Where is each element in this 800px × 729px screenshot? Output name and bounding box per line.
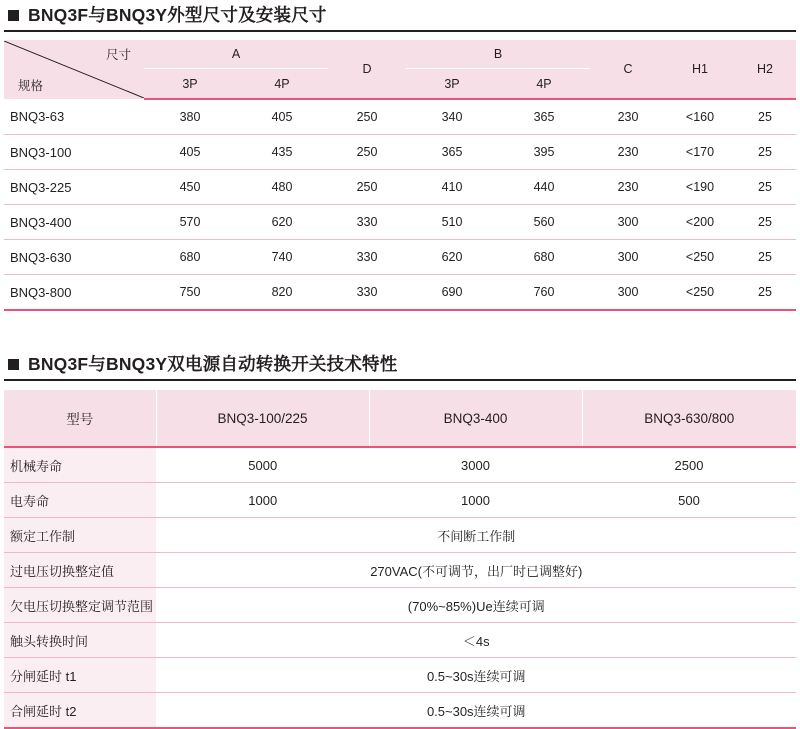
cell-value-span: 不间断工作制: [156, 518, 796, 553]
cell-b-4p: 395: [498, 135, 590, 170]
dimensions-heading-text: BNQ3F与BNQ3Y外型尺寸及安装尺寸: [28, 5, 327, 25]
cell-h1: <190: [666, 170, 734, 205]
square-bullet-icon: [8, 10, 19, 21]
row-label: 欠电压切换整定调节范围: [4, 588, 156, 623]
cell-d: 250: [328, 99, 406, 135]
cell-value-1: 1000: [156, 483, 369, 518]
row-model: BNQ3-63: [4, 99, 144, 135]
table-row: [4, 135, 796, 170]
cell-c: 300: [590, 275, 666, 311]
header-a-4p: 4P: [236, 69, 328, 100]
dimensions-table: [4, 40, 796, 311]
technical-characteristics-table: [4, 390, 796, 729]
cell-h1: <160: [666, 99, 734, 135]
header-bnq3-400: BNQ3-400: [369, 390, 582, 447]
cell-a-4p: 620: [236, 205, 328, 240]
cell-value-1: 5000: [156, 447, 369, 483]
cell-d: 330: [328, 240, 406, 275]
cell-d: 250: [328, 135, 406, 170]
cell-value-span: (70%~85%)Ue连续可调: [156, 588, 796, 623]
cell-h1: <250: [666, 240, 734, 275]
cell-h2: 25: [734, 275, 796, 311]
table-row: [4, 658, 796, 693]
technical-header-row: [4, 390, 796, 447]
cell-b-4p: 760: [498, 275, 590, 311]
table-row: [4, 205, 796, 240]
cell-b-3p: 510: [406, 205, 498, 240]
row-label: 电寿命: [4, 483, 156, 518]
cell-value-2: 3000: [369, 447, 582, 483]
row-model: BNQ3-800: [4, 275, 144, 311]
cell-a-4p: 405: [236, 99, 328, 135]
cell-c: 230: [590, 135, 666, 170]
cell-a-4p: 740: [236, 240, 328, 275]
row-label: 机械寿命: [4, 447, 156, 483]
table-row: [4, 693, 796, 729]
corner-label-size: 尺寸: [105, 48, 131, 62]
square-bullet-icon: [8, 359, 19, 370]
table-row: [4, 518, 796, 553]
header-bnq3-100-225: BNQ3-100/225: [156, 390, 369, 447]
row-label: 过电压切换整定值: [4, 553, 156, 588]
table-row: [4, 170, 796, 205]
cell-b-4p: 560: [498, 205, 590, 240]
cell-h1: <250: [666, 275, 734, 311]
header-group-b: B: [406, 40, 590, 69]
row-label: 触头转换时间: [4, 623, 156, 658]
cell-d: 330: [328, 205, 406, 240]
cell-value-span: 0.5~30s连续可调: [156, 658, 796, 693]
cell-b-4p: 680: [498, 240, 590, 275]
cell-c: 230: [590, 99, 666, 135]
row-model: BNQ3-225: [4, 170, 144, 205]
cell-h2: 25: [734, 205, 796, 240]
header-b-4p: 4P: [498, 69, 590, 100]
cell-value-3: 500: [582, 483, 796, 518]
cell-c: 300: [590, 205, 666, 240]
header-b-3p: 3P: [406, 69, 498, 100]
row-model: BNQ3-630: [4, 240, 144, 275]
cell-h2: 25: [734, 135, 796, 170]
cell-d: 330: [328, 275, 406, 311]
dimensions-corner-cell: [4, 40, 144, 99]
cell-a-3p: 570: [144, 205, 236, 240]
cell-b-3p: 340: [406, 99, 498, 135]
table-row: [4, 99, 796, 135]
header-group-a: A: [144, 40, 328, 69]
cell-a-3p: 450: [144, 170, 236, 205]
table-row: [4, 553, 796, 588]
table-row: [4, 483, 796, 518]
table-row: [4, 240, 796, 275]
cell-value-2: 1000: [369, 483, 582, 518]
header-h1: H1: [666, 40, 734, 99]
cell-b-3p: 365: [406, 135, 498, 170]
cell-c: 230: [590, 170, 666, 205]
cell-h2: 25: [734, 99, 796, 135]
header-a-3p: 3P: [144, 69, 236, 100]
row-label: 分闸延时 t1: [4, 658, 156, 693]
row-label: 额定工作制: [4, 518, 156, 553]
cell-b-3p: 690: [406, 275, 498, 311]
cell-a-3p: 380: [144, 99, 236, 135]
row-model: BNQ3-100: [4, 135, 144, 170]
cell-value-3: 2500: [582, 447, 796, 483]
cell-a-4p: 435: [236, 135, 328, 170]
cell-value-span: 270VAC(不可调节，出厂时已调整好): [156, 553, 796, 588]
cell-value-span: 0.5~30s连续可调: [156, 693, 796, 729]
cell-b-4p: 365: [498, 99, 590, 135]
dimensions-header-row-top: [4, 40, 796, 69]
cell-b-3p: 620: [406, 240, 498, 275]
cell-h2: 25: [734, 240, 796, 275]
cell-a-4p: 820: [236, 275, 328, 311]
cell-a-3p: 405: [144, 135, 236, 170]
cell-d: 250: [328, 170, 406, 205]
technical-section-heading: [4, 349, 796, 381]
table-row: [4, 588, 796, 623]
cell-a-4p: 480: [236, 170, 328, 205]
header-model: 型号: [4, 390, 156, 447]
header-c: C: [590, 40, 666, 99]
table-row: [4, 275, 796, 311]
cell-b-3p: 410: [406, 170, 498, 205]
cell-c: 300: [590, 240, 666, 275]
cell-a-3p: 750: [144, 275, 236, 311]
cell-b-4p: 440: [498, 170, 590, 205]
corner-label-spec: 规格: [18, 79, 44, 93]
header-d: D: [328, 40, 406, 99]
table-row: [4, 447, 796, 483]
cell-value-span: ＜4s: [156, 623, 796, 658]
technical-heading-text: BNQ3F与BNQ3Y双电源自动转换开关技术特性: [28, 354, 398, 374]
cell-h1: <200: [666, 205, 734, 240]
table-row: [4, 623, 796, 658]
cell-h2: 25: [734, 170, 796, 205]
header-h2: H2: [734, 40, 796, 99]
row-label: 合闸延时 t2: [4, 693, 156, 729]
row-model: BNQ3-400: [4, 205, 144, 240]
cell-a-3p: 680: [144, 240, 236, 275]
dimensions-section-heading: [4, 0, 796, 32]
cell-h1: <170: [666, 135, 734, 170]
header-bnq3-630-800: BNQ3-630/800: [582, 390, 796, 447]
